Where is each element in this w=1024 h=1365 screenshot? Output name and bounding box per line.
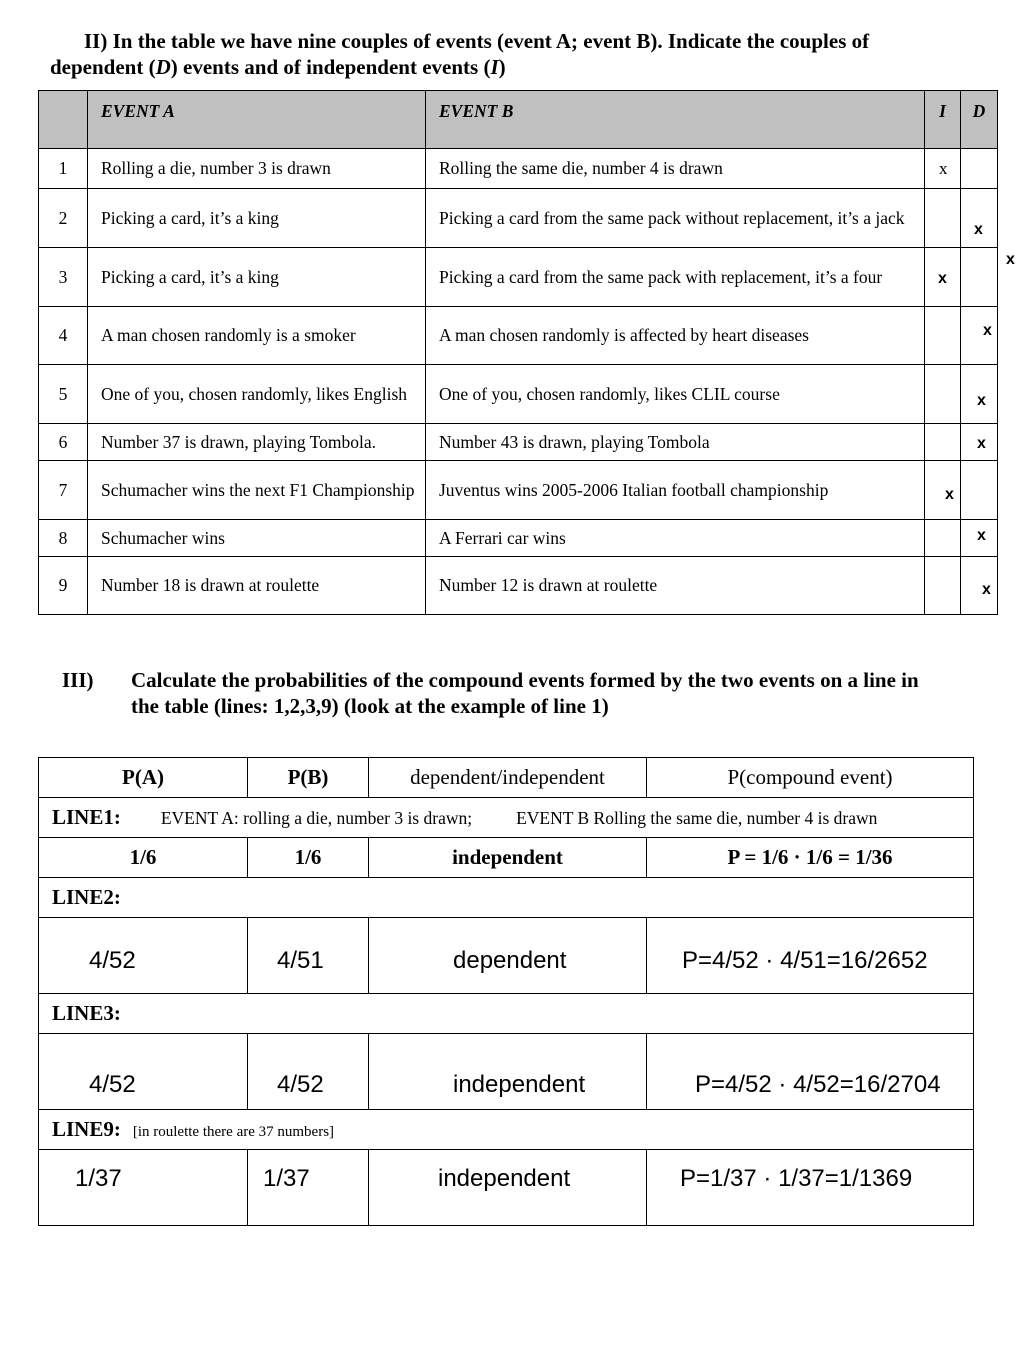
line2-label-row [39,878,974,918]
header-compound: P(compound event) [647,758,974,798]
header-d: D [961,91,998,149]
line3-pa-cell [39,1034,248,1110]
independent-cell [925,248,961,307]
compound-probability-table [38,757,974,1226]
heading-text: dependent ( [50,55,156,79]
heading-d-symbol: D [155,55,171,79]
independent-cell [925,520,961,557]
event-b-cell: Number 12 is drawn at roulette [426,557,925,615]
independent-cell [925,149,961,189]
row-number: 2 [39,189,88,248]
table-row [39,557,998,615]
line9-note: [in roulette there are 37 numbers] [132,1124,335,1140]
line3-pb-cell [248,1034,369,1110]
event-a-cell: Number 18 is drawn at roulette [88,557,426,615]
event-a-cell: Picking a card, it’s a king [88,248,426,307]
independent-cell [925,461,961,520]
line1-label-cell [39,798,974,838]
line2-pa: 4/52 [89,947,136,974]
line9-compound: P=1/37 · 1/37=1/1369 [680,1165,913,1192]
dependent-mark: x [982,581,991,598]
header-event-b: EVENT B [426,91,925,149]
table-row [39,461,998,520]
line1-dependency: independent [369,838,647,878]
line3-compound-cell [647,1034,974,1110]
section-2-heading-line1: II) In the table we have nine couples of events (event A; event B). Indicate the couples of [84,29,870,53]
dependent-cell [961,365,998,424]
line3-dependency-cell [369,1034,647,1110]
dependent-mark: x [974,221,983,238]
dependent-mark: x [977,435,986,452]
line3-compound: P=4/52 · 4/52=16/2704 [695,1071,941,1098]
dependent-cell [961,248,998,307]
line2-compound: P=4/52 · 4/51=16/2652 [682,947,928,974]
line3-dependency: independent [453,1071,586,1098]
line9-pa-cell [39,1150,248,1226]
line9-dependency-cell [369,1150,647,1226]
line1-event-a: EVENT A: rolling a die, number 3 is drawn; [160,808,473,828]
section-3-heading: Calculate the probabilities of the compound events formed by the two events on a line in the table (lines: 1,2,3,9) (look at the example of line 1) [131,668,919,718]
event-a-cell: Picking a card, it’s a king [88,189,426,248]
table-row [39,248,998,307]
line9-pb-cell [248,1150,369,1226]
event-b-cell: Rolling the same die, number 4 is drawn [426,149,925,189]
line1-label-row [39,798,974,838]
table-row [39,520,998,557]
line2-pb: 4/51 [277,947,324,974]
line1-compound: P = 1/6 · 1/6 = 1/36 [647,838,974,878]
header-pa: P(A) [39,758,248,798]
event-b-cell: One of you, chosen randomly, likes CLIL course [426,365,925,424]
table-header-row [39,758,974,798]
row-number: 7 [39,461,88,520]
line2-pa-cell [39,918,248,994]
line2-dependency: dependent [453,947,567,974]
dependent-mark: x [983,322,992,339]
section-2-heading-line2 [50,54,990,80]
independent-cell [925,424,961,461]
line9-compound-cell [647,1150,974,1226]
line9-label: LINE9: [52,1117,121,1141]
row-number: 5 [39,365,88,424]
table-row [39,424,998,461]
line3-pb: 4/52 [277,1071,324,1098]
header-dependency: dependent/independent [369,758,647,798]
table-header-row [39,91,998,149]
line1-label: LINE1: [52,805,121,829]
heading-i-symbol: I [490,55,499,79]
dependent-cell [961,520,998,557]
event-couples-table [38,90,998,615]
heading-text: ) events and of independent events ( [170,55,491,79]
line9-label-row [39,1110,974,1150]
line3-label-row [39,994,974,1034]
line1-pa: 1/6 [39,838,248,878]
dependent-mark: x [977,527,986,544]
line9-pb: 1/37 [263,1165,310,1192]
heading-text: ) [498,55,506,79]
header-num [39,91,88,149]
event-a-cell: Schumacher wins [88,520,426,557]
table-row [39,189,998,248]
dependent-mark: x [977,392,986,409]
stray-mark: x [1006,251,1015,268]
independent-cell [925,557,961,615]
line2-label: LINE2: [39,878,974,918]
event-a-cell: Schumacher wins the next F1 Championship [88,461,426,520]
event-a-cell: A man chosen randomly is a smoker [88,307,426,365]
line9-values-row [39,1150,974,1226]
dependent-cell [961,557,998,615]
line9-dependency: independent [438,1165,571,1192]
event-a-cell: One of you, chosen randomly, likes English [88,365,426,424]
table-row [39,307,998,365]
line2-dependency-cell [369,918,647,994]
line1-pb: 1/6 [248,838,369,878]
line1-values-row [39,838,974,878]
independent-mark: x [945,486,954,503]
table-row [39,365,998,424]
line2-values-row [39,918,974,994]
event-a-cell: Number 37 is drawn, playing Tombola. [88,424,426,461]
independent-cell [925,189,961,248]
section-3-number: III) [62,668,94,692]
section-2-heading [50,28,990,80]
line2-compound-cell [647,918,974,994]
header-event-a: EVENT A [88,91,426,149]
header-pb: P(B) [248,758,369,798]
event-b-cell: Number 43 is drawn, playing Tombola [426,424,925,461]
dependent-cell [961,461,998,520]
row-number: 3 [39,248,88,307]
event-a-cell: Rolling a die, number 3 is drawn [88,149,426,189]
line1-event-b: EVENT B Rolling the same die, number 4 is drawn [516,808,878,828]
event-b-cell: Juventus wins 2005-2006 Italian football championship [426,461,925,520]
event-b-cell: Picking a card from the same pack without replacement, it’s a jack [426,189,925,248]
event-b-cell: A Ferrari car wins [426,520,925,557]
independent-cell [925,365,961,424]
row-number: 4 [39,307,88,365]
line9-label-cell [39,1110,974,1150]
header-i: I [925,91,961,149]
row-number: 1 [39,149,88,189]
row-number: 6 [39,424,88,461]
dependent-cell [961,149,998,189]
independent-mark: x [939,159,948,178]
line3-label: LINE3: [39,994,974,1034]
independent-mark: x [938,270,947,287]
row-number: 8 [39,520,88,557]
dependent-cell [961,189,998,248]
table-row [39,149,998,189]
line3-pa: 4/52 [89,1071,136,1098]
line3-values-row [39,1034,974,1110]
line9-pa: 1/37 [75,1165,122,1192]
row-number: 9 [39,557,88,615]
independent-cell [925,307,961,365]
line2-pb-cell [248,918,369,994]
event-b-cell: Picking a card from the same pack with replacement, it’s a four [426,248,925,307]
event-b-cell: A man chosen randomly is affected by heart diseases [426,307,925,365]
dependent-cell [961,424,998,461]
dependent-cell [961,307,998,365]
